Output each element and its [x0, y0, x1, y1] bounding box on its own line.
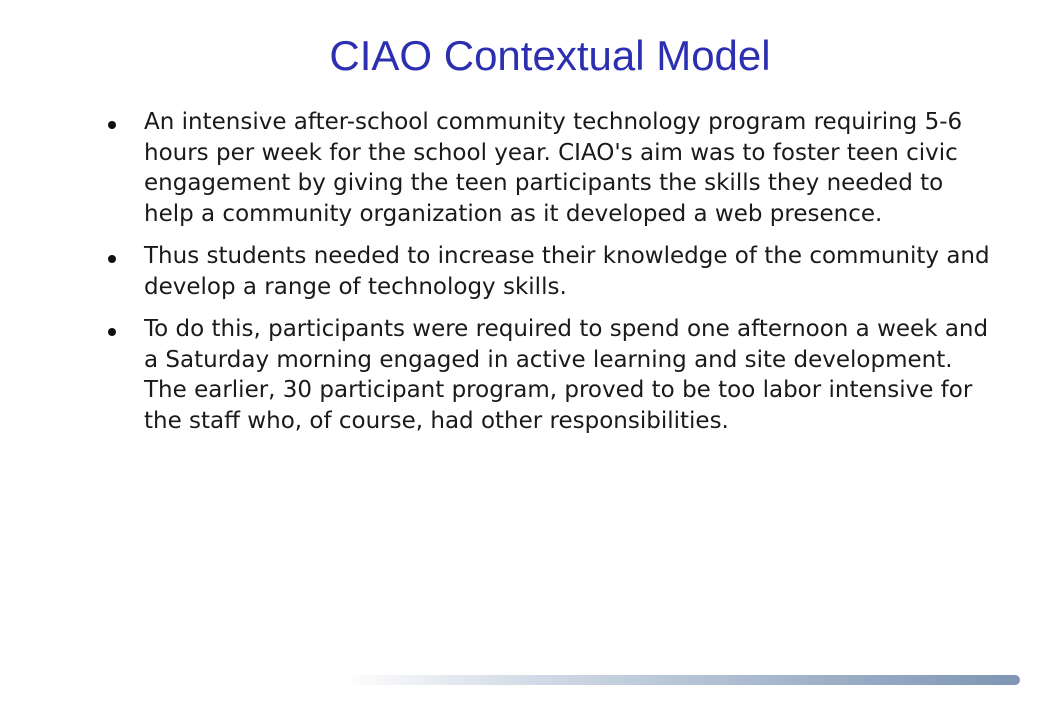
bullet-text: To do this, participants were required to spend one afternoon a week and a Saturday morning engaged in active learning and site development. The earlier, 30 participant program, proved to be too labor intensive for the staff who, of course, had other responsibilities. — [144, 316, 989, 434]
bullet-dot-icon — [108, 121, 116, 129]
bullet-item — [100, 314, 1000, 436]
bullet-text: An intensive after-school community technology program requiring 5-6 hours per week for the school year. CIAO's aim was to foster teen civic engagement by giving the teen participants the skills they needed to help a community organization as it developed a web presence. — [144, 109, 963, 227]
bullet-dot-icon — [108, 255, 116, 263]
slide-title: CIAO Contextual Model — [329, 32, 771, 79]
bullet-item — [100, 107, 1000, 229]
bullet-list — [100, 107, 1000, 448]
bullet-text: Thus students needed to increase their knowledge of the community and develop a range of technology skills. — [144, 243, 990, 300]
footer-decorative-bar — [340, 675, 1020, 685]
bullet-dot-icon — [108, 328, 116, 336]
bullet-item — [100, 241, 1000, 302]
